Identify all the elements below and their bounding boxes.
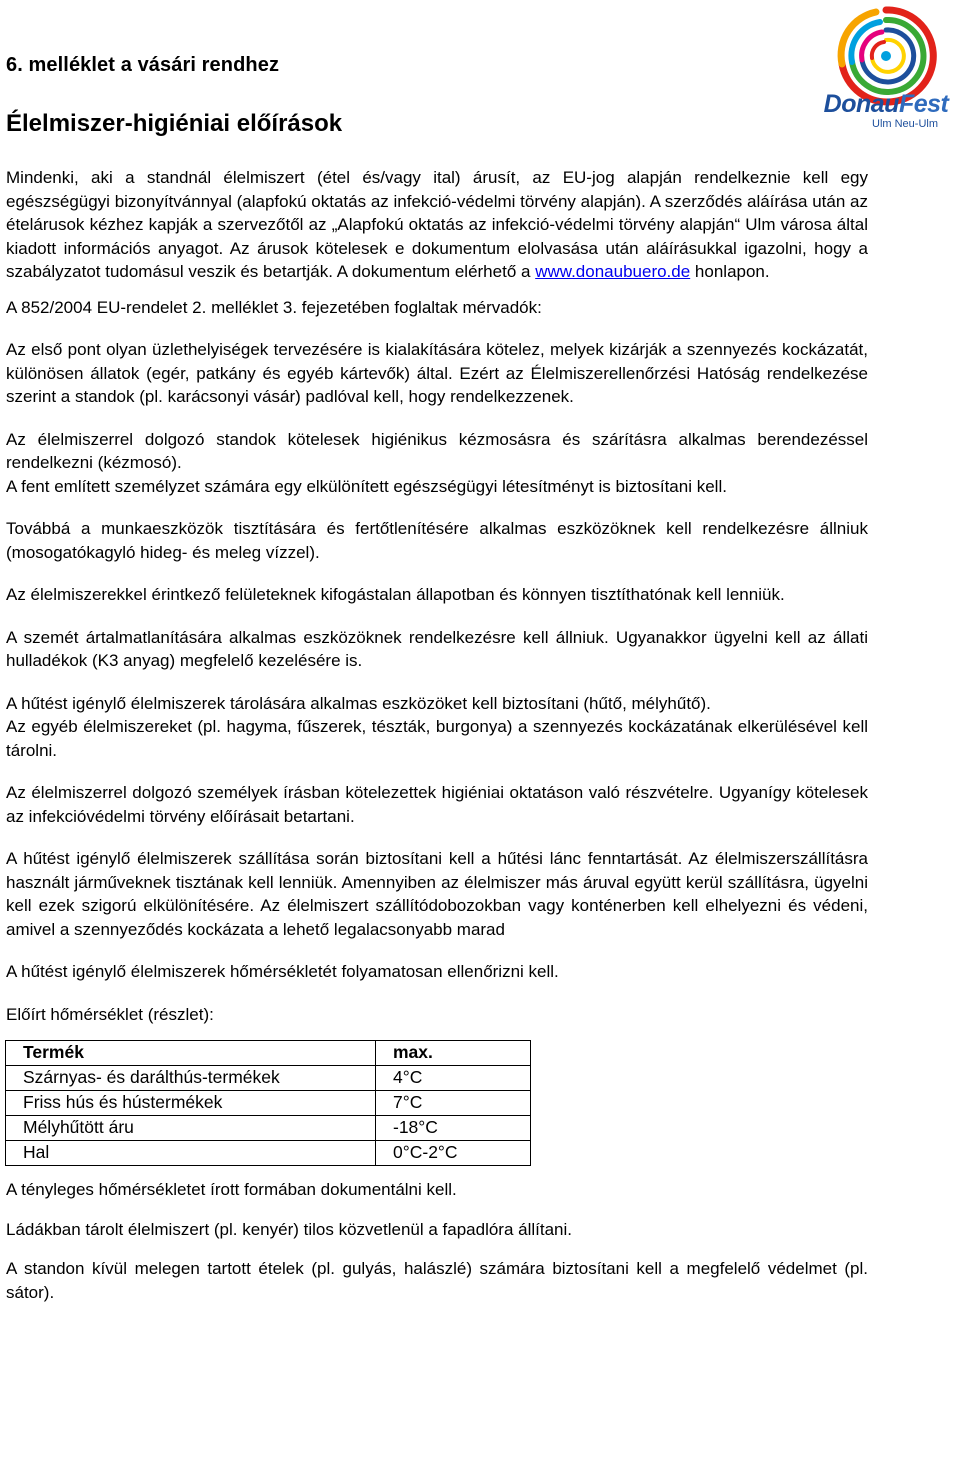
table-cell-max: 4°C xyxy=(376,1066,531,1091)
rule-paragraph: A hűtést igénylő élelmiszerek szállítása során biztosítani kell a hűtési lánc fenntartását. Az élelmiszerszállításra használt járműveknek tisztának kell lenniük. Amennyiben az élelmiszer más áruval együtt kerül szállításra, ügyelni kell ezek szigorú elkülönítésére. Az élelmiszert szállítódobozokban vagy konténerben kell elhelyezni és védeni, amivel a szennyeződés kockázata a lehető legalacsonyabb marad xyxy=(6,849,868,939)
closing-paragraph: A tényleges hőmérsékletet írott formában dokumentálni kell. xyxy=(6,1180,457,1199)
logo-wordmark xyxy=(816,90,956,119)
document-body xyxy=(6,166,868,1304)
table-cell-product: Friss hús és hústermékek xyxy=(6,1091,376,1116)
table-cell-product: Mélyhűtött áru xyxy=(6,1116,376,1141)
table-cell-max: -18°C xyxy=(376,1116,531,1141)
table-row xyxy=(6,1141,531,1166)
table-cell-product: Szárnyas- és darálthús-termékek xyxy=(6,1066,376,1091)
donaufest-logo xyxy=(816,2,956,130)
table-cell-max: 7°C xyxy=(376,1091,531,1116)
rule-paragraph: A szemét ártalmatlanítására alkalmas eszközöknek rendelkezésre kell állniuk. Ugyanakkor ügyelni kell az állati hulladékok (K3 anyag) megfelelő kezelésére is. xyxy=(6,627,868,670)
logo-subtitle: Ulm Neu-Ulm xyxy=(872,118,938,130)
intro-paragraph xyxy=(6,166,868,284)
website-link[interactable]: www.donaubuero.de xyxy=(535,262,691,281)
table-caption: Előírt hőmérséklet (részlet): xyxy=(6,1004,214,1024)
rule-paragraph: Az első pont olyan üzlethelyiségek tervezésére is kialakítására kötelez, melyek kizárják a szennyezés kockázatát, különösen állatok (egér, patkány és egyéb kártevők) által. Ezért az Élelmiszerellenőrzési Hatóság rendelkezése szerint a standok (pl. karácsonyi vásár) padlóval kell, hogy rendelkezzenek. xyxy=(6,340,868,406)
rule-paragraph: A fent említett személyzet számára egy elkülönített egészségügyi létesítményt is biztosítani kell. xyxy=(6,476,727,496)
rule-paragraph: Az élelmiszerekkel érintkező felületeknek kifogástalan állapotban és könnyen tisztíthatónak kell lenniük. xyxy=(6,585,785,604)
table-row xyxy=(6,1116,531,1141)
rule-paragraph: Az egyéb élelmiszereket (pl. hagyma, fűszerek, tészták, burgonya) a szennyezés kockázatának elkerülésével kell tárolni. xyxy=(6,717,868,760)
column-header-max: max. xyxy=(376,1041,531,1066)
document-title: Élelmiszer-higiéniai előírások xyxy=(6,110,343,137)
rule-paragraph: Az élelmiszerrel dolgozó standok kötelesek higiénikus kézmosásra és szárításra alkalmas berendezéssel rendelkezni (kézmosó). xyxy=(6,429,868,472)
logo-word-donau: Donau xyxy=(823,90,899,118)
regulation-reference: A 852/2004 EU-rendelet 2. melléklet 3. fejezetében foglaltak mérvadók: xyxy=(6,297,542,317)
rule-paragraph: A hűtést igénylő élelmiszerek hőmérsékletét folyamatosan ellenőrizni kell. xyxy=(6,962,559,981)
table-header-row xyxy=(6,1041,531,1066)
logo-word-fest: Fest xyxy=(898,90,949,118)
temperature-table xyxy=(5,1040,531,1166)
closing-paragraph: Ládákban tárolt élelmiszert (pl. kenyér) tilos közvetlenül a fapadlóra állítani. xyxy=(6,1219,573,1239)
intro-text-end: honlapon. xyxy=(690,262,770,281)
rule-paragraph: Továbbá a munkaeszközök tisztítására és fertőtlenítésére alkalmas eszközöknek kell rendelkezésre állniuk (mosogatókagyló hideg- és meleg vízzel). xyxy=(6,519,868,562)
intro-text: Mindenki, aki a standnál élelmiszert (étel és/vagy ital) árusít, az EU-jog alapján rendelkeznie kell egy egészségügyi bizonyítvánnyal (alapfokú oktatás az infekció-védelmi törvény alapján). A szerződés aláírása után az ételárusok kézhez kapják a szervezőtől az „Alapfokú oktatás az infekció-védelmi törvény alapján“ Ulm városa által kiadott információs anyagot. Az árusok kötelesek e dokumentum elolvasása után aláírásukkal igazolni, hogy a szabályzatot tudomásul veszik és betartják. A dokumentum elérhető a xyxy=(6,168,868,281)
table-row xyxy=(6,1091,531,1116)
table-cell-product: Hal xyxy=(6,1141,376,1166)
table-row xyxy=(6,1066,531,1091)
rule-paragraph: Az élelmiszerrel dolgozó személyek írásban kötelezettek higiéniai oktatáson való részvételre. Ugyanígy kötelesek az infekcióvédelmi törvény előírásait betartani. xyxy=(6,783,868,826)
closing-paragraph: A standon kívül melegen tartott ételek (pl. gulyás, halászlé) számára biztosítani kell a megfelelő védelmet (pl. sátor). xyxy=(6,1259,868,1302)
annex-heading: 6. melléklet a vásári rendhez xyxy=(6,54,280,76)
column-header-product: Termék xyxy=(6,1041,376,1066)
table-cell-max: 0°C-2°C xyxy=(376,1141,531,1166)
rule-paragraph: A hűtést igénylő élelmiszerek tárolására alkalmas eszközöket kell biztosítani (hűtő, mélyhűtő). xyxy=(6,693,711,713)
